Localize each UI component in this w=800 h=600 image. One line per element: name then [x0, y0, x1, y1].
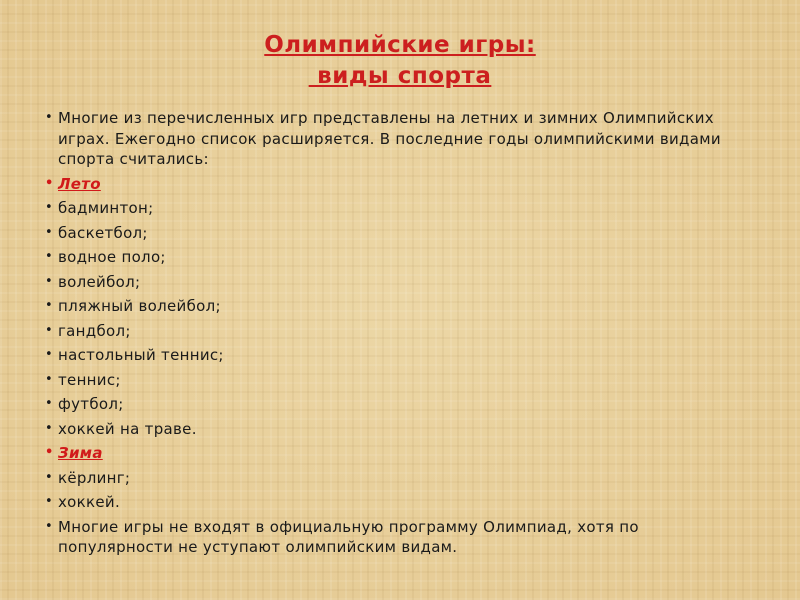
bullet-list [45, 108, 755, 562]
list-item: • футбол; [45, 394, 755, 415]
list-item: • хоккей на траве. [45, 419, 755, 440]
list-item: • гандбол; [45, 321, 755, 342]
list-item: • волейбол; [45, 272, 755, 293]
section-heading-summer [45, 174, 755, 195]
title-line-1: Олимпийские игры: [264, 32, 536, 58]
section-heading-winter [45, 443, 755, 464]
list-item: • водное поло; [45, 247, 755, 268]
list-item: • настольный теннис; [45, 345, 755, 366]
outro-paragraph: • Многие игры не входят в официальную программу Олимпиад, хотя по популярности не уступают олимпийским видам. [45, 517, 755, 558]
list-item: • кёрлинг; [45, 468, 755, 489]
list-item: • пляжный волейбол; [45, 296, 755, 317]
list-item: • хоккей. [45, 492, 755, 513]
intro-paragraph: • Многие из перечисленных игр представлены на летних и зимних Олимпийских играх. Ежегодно список расширяется. В последние годы олимпийскими видами спорта считались: [45, 108, 755, 170]
list-item: • теннис; [45, 370, 755, 391]
slide-title [0, 30, 800, 92]
summer-heading-text: Лето [58, 174, 101, 193]
list-item: • баскетбол; [45, 223, 755, 244]
title-line-2: виды спорта [308, 63, 492, 89]
winter-heading-text: Зима [58, 444, 103, 462]
list-item: • бадминтон; [45, 198, 755, 219]
